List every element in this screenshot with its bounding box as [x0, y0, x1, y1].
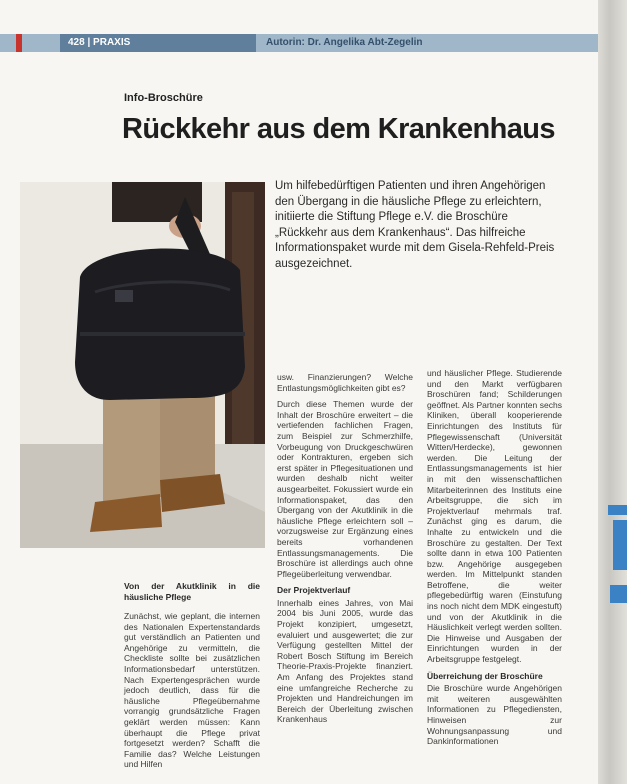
text-column-3 [427, 368, 562, 753]
col2-paragraph-2: Innerhalb eines Jahres, von Mai 2004 bis Juni 2005, wurde das Projekt konzipiert, umgesetzt, evaluiert und ausgewertet; die zur Verfügung gestellten Mittel der Robert Bosch Stiftung im Bereich Theorie-Praxis-Projekte finanziert. Am Anfang des Projektes stand eine umfangreiche Recherche zu Projekten und Handreichungen im Bereich der Überleitung zwischen Krankenhaus [277, 597, 413, 725]
col3-heading: Überreichung der Broschüre [427, 670, 543, 681]
col1-heading: Von der Akutklinik in die häusliche Pflege [124, 581, 260, 602]
article-lead: Um hilfebedürftigen Patienten und ihren Angehörigen den Übergang in die häusliche Pflege zu erleichtern, initiierte die Stiftung Pflege e.V. die Broschüre „Rückkehr aus dem Krankenhaus“. Das hilfreiche Informationspaket wurde mit dem Gisela-Rehfeld-Preis ausgezeichnet. [275, 180, 555, 270]
adjacent-page-edge [598, 0, 627, 784]
header-authors: Autorin: Dr. Angelika Abt-Zegelin [266, 37, 423, 48]
section-label: PRAXIS [93, 37, 131, 48]
col3-paragraph: und häuslicher Pflege. Studierende und den Markt verfügbaren Broschüren fand; Schilderungen geöffnet. Als Partner konnten sechs Kliniken, überall kooperierende Einrichtungen des Instituts für Pflegewissenschaft (Universität Witten/Herdecke), gewonnen werden. Die Leitung der Entlassungsmanagements ist hier in mit den wissenschaftlichen Mitarbeiterinnen des Instituts eine Arbeitsgruppe, die sich im Projektverlauf mehrmals traf. Zunächst ging es darum, die Inhalte zu entwickeln und die Broschüre zu gestalten. Der Text sollte dann in etwa 100 Patienten bzw. Angehörige ausgegeben werden. Im Mittelpunkt standen Betroffene, die weiter pflegebedürftig waren (Einstufung ins noch nicht dem MDK eingestuft) und von der Akutklinik in die Häuslichkeit verlegt werden sollten. Die Hinweise und Ausgaben der Einrichtungen wurden in der Arbeitsgruppe festgelegt. [427, 368, 562, 665]
col2-heading: Der Projektverlauf [277, 585, 351, 596]
col2-paragraph: Durch diese Themen wurde der Inhalt der Broschüre erweitert – die vertiefenden fachlichen Fragen, zum Beispiel zur Schmerzhilfe, Vorbeugung von Druckgeschwüren oder Kontrakturen, ergeben sich erst später in Pflegesituationen und wurden deshalb nicht weiter ausgearbeitet. Fokussiert wurde ein Informationspaket, das den Übergang von der Akutklinik in die häusliche Pflege erleichtern soll – vorzugsweise zur Ergänzung eines bereits vorhandenen Entlassungsmanagements. Die Broschüre ist allerdings auch ohne Pflegeüberleitung verwendbar. [277, 399, 413, 579]
header-page-section: 428 | PRAXIS [68, 37, 131, 48]
article-title: Rückkehr aus dem Krankenhaus [122, 113, 555, 145]
article-photo [20, 182, 265, 548]
text-column-2 [277, 372, 413, 731]
edge-blue-mark [610, 585, 627, 603]
col1-paragraph: Zunächst, wie geplant, die internen des Nationalen Expertenstandards gut verständlich an Patienten und Angehörige zu vermitteln, die Checkliste sollte bei zusätzlichen Informationsbedarf unterstützen. Nach Expertengesprächen wurde jedoch deutlich, dass für die häusliche Pflegeübernahme vorrangig grundsätzliche Fragen geklärt werden müssen: Kann überhaupt die Pflege privat fortgesetzt werden? Schafft die Familie das? Welche Leistungen und Hilfen [124, 611, 260, 770]
running-header [0, 34, 598, 52]
edge-blue-mark [608, 505, 627, 515]
col3-paragraph-2: Die Broschüre wurde Angehörigen mit weiteren ausgewählten Informationen zu Pflegediensten, Hinweisen zur Wohnungsanpassung und Dankinformationen [427, 683, 562, 747]
article-kicker: Info-Broschüre [124, 92, 203, 104]
text-column-1 [124, 581, 260, 776]
page-number: 428 [68, 37, 85, 48]
col2-intro: usw. Finanzierungen? Welche Entlastungsmöglichkeiten gibt es? [277, 372, 413, 393]
header-red-tab [16, 34, 22, 52]
edge-blue-mark [613, 520, 627, 570]
